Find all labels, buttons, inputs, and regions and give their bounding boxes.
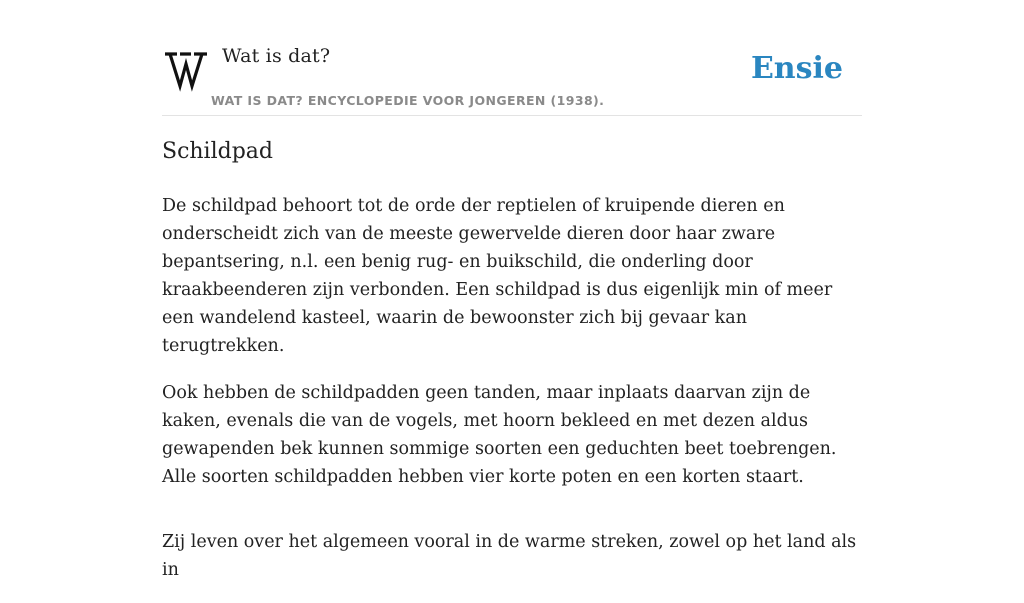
book-title[interactable]: Wat is dat? — [222, 45, 331, 67]
article-paragraph: De schildpad behoort tot de orde der reptielen of kruipende dieren en onderscheidt zich van de meeste gewervelde dieren door haar zware bepantsering, n.l. een benig rug- en buikschild, die onderling door kraakbeenderen zijn verbonden. Een schildpad is dus eigenlijk min of meer een wandelend kasteel, waarin de bewoonster zich bij gevaar kan terugtrekken. — [162, 196, 833, 356]
article-body — [162, 192, 862, 603]
wikisource-w-icon[interactable] — [164, 50, 208, 90]
book-subtitle: WAT IS DAT? ENCYCLOPEDIE VOOR JONGEREN (1938). — [211, 93, 605, 108]
article-paragraph: Zij leven over het algemeen vooral in de warme streken, zowel op het land als in — [162, 532, 857, 580]
book-header — [162, 40, 862, 116]
article-title: Schildpad — [162, 139, 273, 164]
article-paragraph: Ook hebben de schildpadden geen tanden, maar inplaats daarvan zijn de kaken, evenals die van de vogels, met hoorn bekleed en met dezen aldus gewapenden bek kunnen sommige soorten een geduchten beet toebrengen. Alle soorten schildpadden hebben vier korte poten en een korten staart. — [162, 383, 837, 487]
brand-logo-link[interactable]: Ensie — [750, 51, 843, 86]
